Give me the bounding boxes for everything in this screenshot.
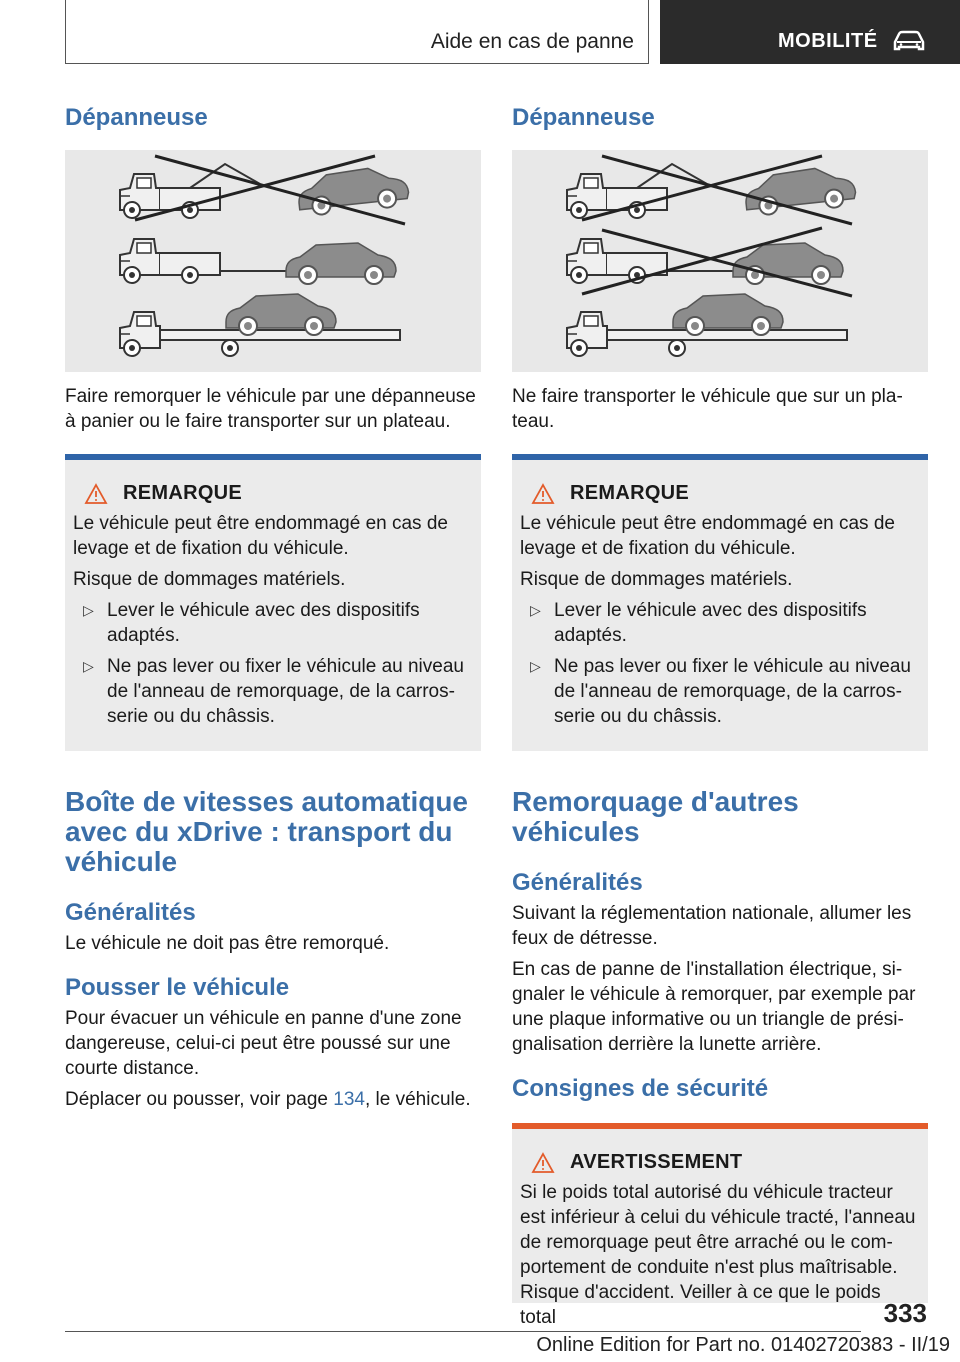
car-icon (892, 30, 926, 52)
header-section-box (65, 0, 649, 64)
list-item: ▷ Ne pas lever ou fixer le véhicule au niveau de l'anneau de remorquage, de la carrosserie ou du châssis. (530, 656, 911, 727)
note-paragraph-2: Risque de dommages matériels. (520, 569, 793, 590)
subheading-general: Généralités (65, 899, 196, 926)
caption-tow-methods: Faire remorquer le véhicule par une dépanneuse à panier ou le faire transporter sur un plateau. (65, 386, 476, 432)
heading-automatic-xdrive: Boîte de vitesses automatique avec du xDrive : transport du véhicule (65, 786, 469, 877)
text-move-reference: Déplacer ou pousser, voir page 134, le véhicule. (65, 1089, 471, 1110)
subheading-safety-instructions: Consignes de sécurité (512, 1075, 769, 1102)
heading-towing-other-vehicles: Remorquage d'autres véhicules (512, 786, 799, 847)
bullet-triangle-icon: ▷ (83, 658, 94, 674)
subheading-general: Généralités (512, 869, 643, 896)
note-box (512, 454, 928, 751)
list-item: ▷ Lever le véhicule avec des dispositifs adaptés. (83, 600, 420, 646)
subheading-push-vehicle: Pousser le véhicule (65, 974, 290, 1001)
page-number: 333 (883, 1298, 927, 1328)
section-heading-tow-truck: Dépanneuse (65, 104, 208, 131)
note-box (65, 454, 481, 751)
text-not-towed: Le véhicule ne doit pas être remorqué. (65, 933, 390, 954)
note-title (532, 482, 920, 505)
caption-flatbed-only: Ne faire transporter le véhicule que sur un plateau. (512, 386, 903, 432)
header-chapter-box (660, 0, 960, 64)
tow-methods-illustration (65, 150, 481, 372)
note-title (85, 482, 473, 505)
list-item: ▷ Lever le véhicule avec des dispositifs adaptés. (530, 600, 867, 646)
note-paragraph-1: Le véhicule peut être endommagé en cas de levage et de fixation du véhicule. (520, 513, 895, 559)
flatbed-only-illustration (512, 150, 928, 372)
bullet-triangle-icon: ▷ (83, 602, 94, 618)
text-push-vehicle: Pour évacuer un véhicule en panne d'une zone dangereuse, celui-ci peut être poussé sur une courte distance. (65, 1008, 462, 1079)
footer-edition: Online Edition for Part no. 01402720383 - II/19 (536, 1334, 950, 1356)
bullet-triangle-icon: ▷ (530, 602, 541, 618)
warning-triangle-icon (85, 484, 107, 504)
header-chapter-title: MOBILITÉ (778, 30, 878, 52)
note-title-text: REMARQUE (570, 482, 690, 504)
warning-paragraph: Si le poids total autorisé du véhicule tracteur est inférieur à celui du véhicule tracté, l'anneau de remorquage peut être arraché ou le comportement de conduite n'est plus maîtrisable. Risque d'accident. Veiller à ce que le poids total (520, 1182, 916, 1328)
page-link-134[interactable]: 134 (333, 1089, 365, 1110)
note-list (520, 598, 920, 729)
footer-divider (65, 1331, 861, 1332)
text-hazard-lights: Suivant la réglementation nationale, allumer les feux de détresse. (512, 903, 912, 949)
left-column (65, 104, 481, 1112)
header-section-title: Aide en cas de panne (430, 30, 634, 53)
section-heading-tow-truck: Dépanneuse (512, 104, 655, 131)
list-item: ▷ Ne pas lever ou fixer le véhicule au niveau de l'anneau de remorquage, de la carrosserie ou du châssis. (83, 656, 464, 727)
note-title-text: REMARQUE (123, 482, 243, 504)
warning-title (532, 1151, 920, 1174)
warning-triangle-icon (532, 484, 554, 504)
warning-title-text: AVERTISSEMENT (570, 1151, 743, 1173)
note-paragraph-1: Le véhicule peut être endommagé en cas de levage et de fixation du véhicule. (73, 513, 448, 559)
bullet-triangle-icon: ▷ (530, 658, 541, 674)
note-paragraph-2: Risque de dommages matériels. (73, 569, 346, 590)
note-list (73, 598, 473, 729)
text-electrical-failure: En cas de panne de l'installation électrique, signaler le véhicule à remorquer, par exemple par une plaque informative ou un triangle de présignalisation derrière la lunette arrière. (512, 959, 916, 1055)
warning-triangle-icon (532, 1153, 554, 1173)
